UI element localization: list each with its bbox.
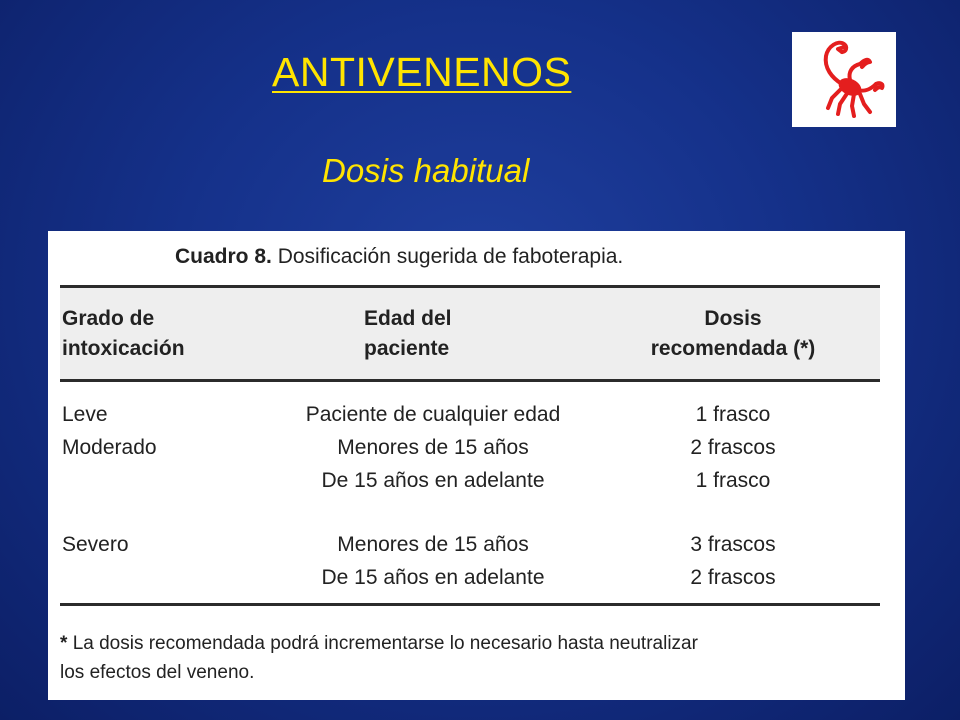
- table-caption: [175, 245, 623, 269]
- caption-label: Cuadro 8.: [175, 245, 272, 268]
- table-row-dose: 2 frascos: [690, 436, 776, 459]
- table-row-age: De 15 años en adelante: [321, 566, 545, 589]
- table-row-grade: Severo: [62, 533, 129, 556]
- table-row-grade: Moderado: [62, 436, 157, 459]
- table-footnote: [60, 629, 890, 687]
- slide-title: ANTIVENENOS: [272, 49, 572, 95]
- footnote-line-1: La dosis recomendada podrá incrementarse lo necesario hasta neutralizar: [72, 633, 698, 654]
- table-row-age: Menores de 15 años: [337, 436, 529, 459]
- table-row-grade: Leve: [62, 403, 108, 426]
- table-row-dose: 2 frascos: [690, 566, 776, 589]
- table-row-dose: 1 frasco: [695, 403, 771, 426]
- scorpion-icon: [792, 32, 896, 127]
- header-rule: [60, 379, 880, 382]
- table-row-dose: 1 frasco: [695, 469, 771, 492]
- footnote-mark: *: [60, 633, 68, 654]
- caption-text: Dosificación sugerida de faboterapia.: [277, 245, 624, 268]
- table-row-dose: 3 frascos: [690, 533, 776, 556]
- footnote-line-2: los efectos del veneno.: [60, 662, 255, 683]
- header-dose: Dosis recomendada (*): [650, 307, 816, 360]
- header-grade: Grado de intoxicación: [62, 307, 185, 360]
- logo: [792, 32, 896, 127]
- table-row-age: Paciente de cualquier edad: [305, 403, 561, 426]
- header-age: Edad del paciente: [364, 307, 452, 360]
- top-rule: [60, 285, 880, 288]
- table-row-age: De 15 años en adelante: [321, 469, 545, 492]
- bottom-rule: [60, 603, 880, 606]
- table-row-age: Menores de 15 años: [337, 533, 529, 556]
- slide-subtitle: Dosis habitual: [322, 152, 530, 189]
- dosage-table-document: [48, 231, 905, 700]
